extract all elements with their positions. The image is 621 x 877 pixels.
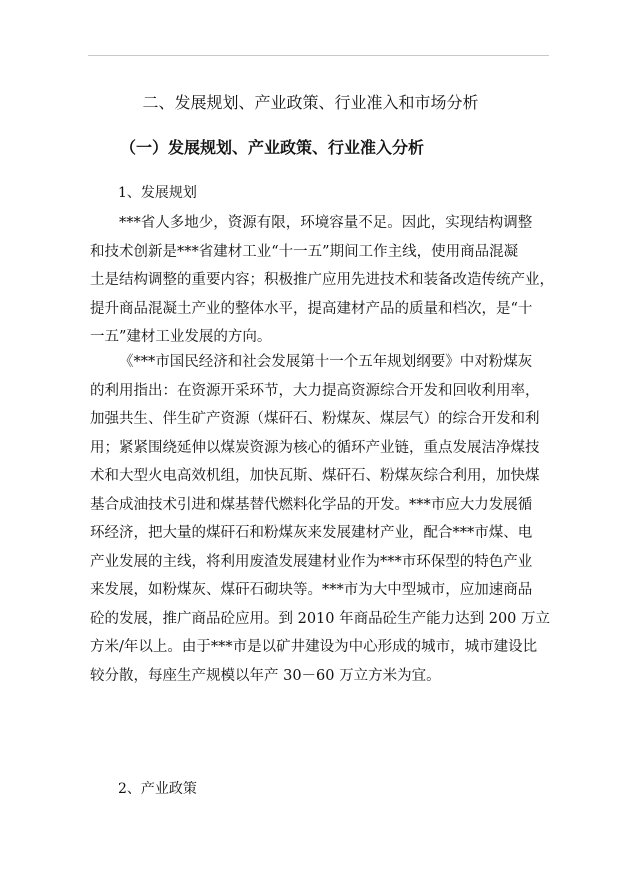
section-title: （一）发展规划、产业政策、行业准入分析 (120, 138, 425, 157)
header-rule (88, 55, 549, 56)
text-line: 土是结构调整的重要内容；积极推广应用先进技术和装备改造传统产业， (90, 272, 554, 288)
subsection-heading-industrial-policy: 2、产业政策 (118, 781, 197, 797)
text-line: 方米/年以上。由于***市是以矿井建设为中心形成的城市，城市建设比 (90, 639, 538, 655)
text-line: 基合成油技术引进和煤基替代燃料化学品的开发。***市应大力发展循 (90, 496, 533, 513)
paragraph-2 (90, 348, 560, 690)
text-line: 用；紧紧围绕延伸以煤炭资源为核心的循环产业链，重点发展洁净煤技 (90, 439, 540, 456)
text-line: 较分散，每座生产规模以年产 30－60 万立方米为宜。 (90, 667, 441, 684)
text-line: 加强共生、伴生矿产资源（煤矸石、粉煤灰、煤层气）的综合开发和利 (90, 411, 540, 427)
subsection-heading-development-plan: 1、发展规划 (118, 185, 197, 201)
text-line: 术和大型火电高效机组，加快瓦斯、煤矸石、粉煤灰综合利用，加快煤 (90, 468, 540, 484)
text-line: 一五”建材工业发展的方向。 (90, 329, 272, 345)
text-line: ***省人多地少，资源有限，环境容量不足。因此，实现结构调整 (119, 215, 533, 231)
text-line: 的利用指出：在资源开采环节，大力提高资源综合开发和回收利用率， (90, 382, 540, 399)
text-line: 环经济，把大量的煤矸石和粉煤灰来发展建材产业，配合***市煤、电 (90, 525, 533, 541)
text-line: 砼的发展，推广商品砼应用。到 2010 年商品砼生产能力达到 200 万立 (90, 610, 551, 627)
paragraph-1 (90, 209, 560, 352)
text-line: 提升商品混凝土产业的整体水平，提高建材产品的质量和档次，是“十 (90, 300, 533, 317)
text-line: 《***市国民经济和社会发展第十一个五年规划纲要》中对粉煤灰 (119, 354, 533, 370)
text-line: 和技术创新是***省建材工业“十一五”期间工作主线，使用商品混凝 (90, 243, 519, 260)
document-title: 二、发展规划、产业政策、行业准入和市场分析 (142, 93, 479, 112)
text-line: 产业发展的主线，将利用废渣发展建材业作为***市环保型的特色产业 (90, 553, 533, 570)
text-line: 来发展，如粉煤灰、煤矸石砌块等。***市为大中型城市，应加速商品 (90, 582, 533, 598)
